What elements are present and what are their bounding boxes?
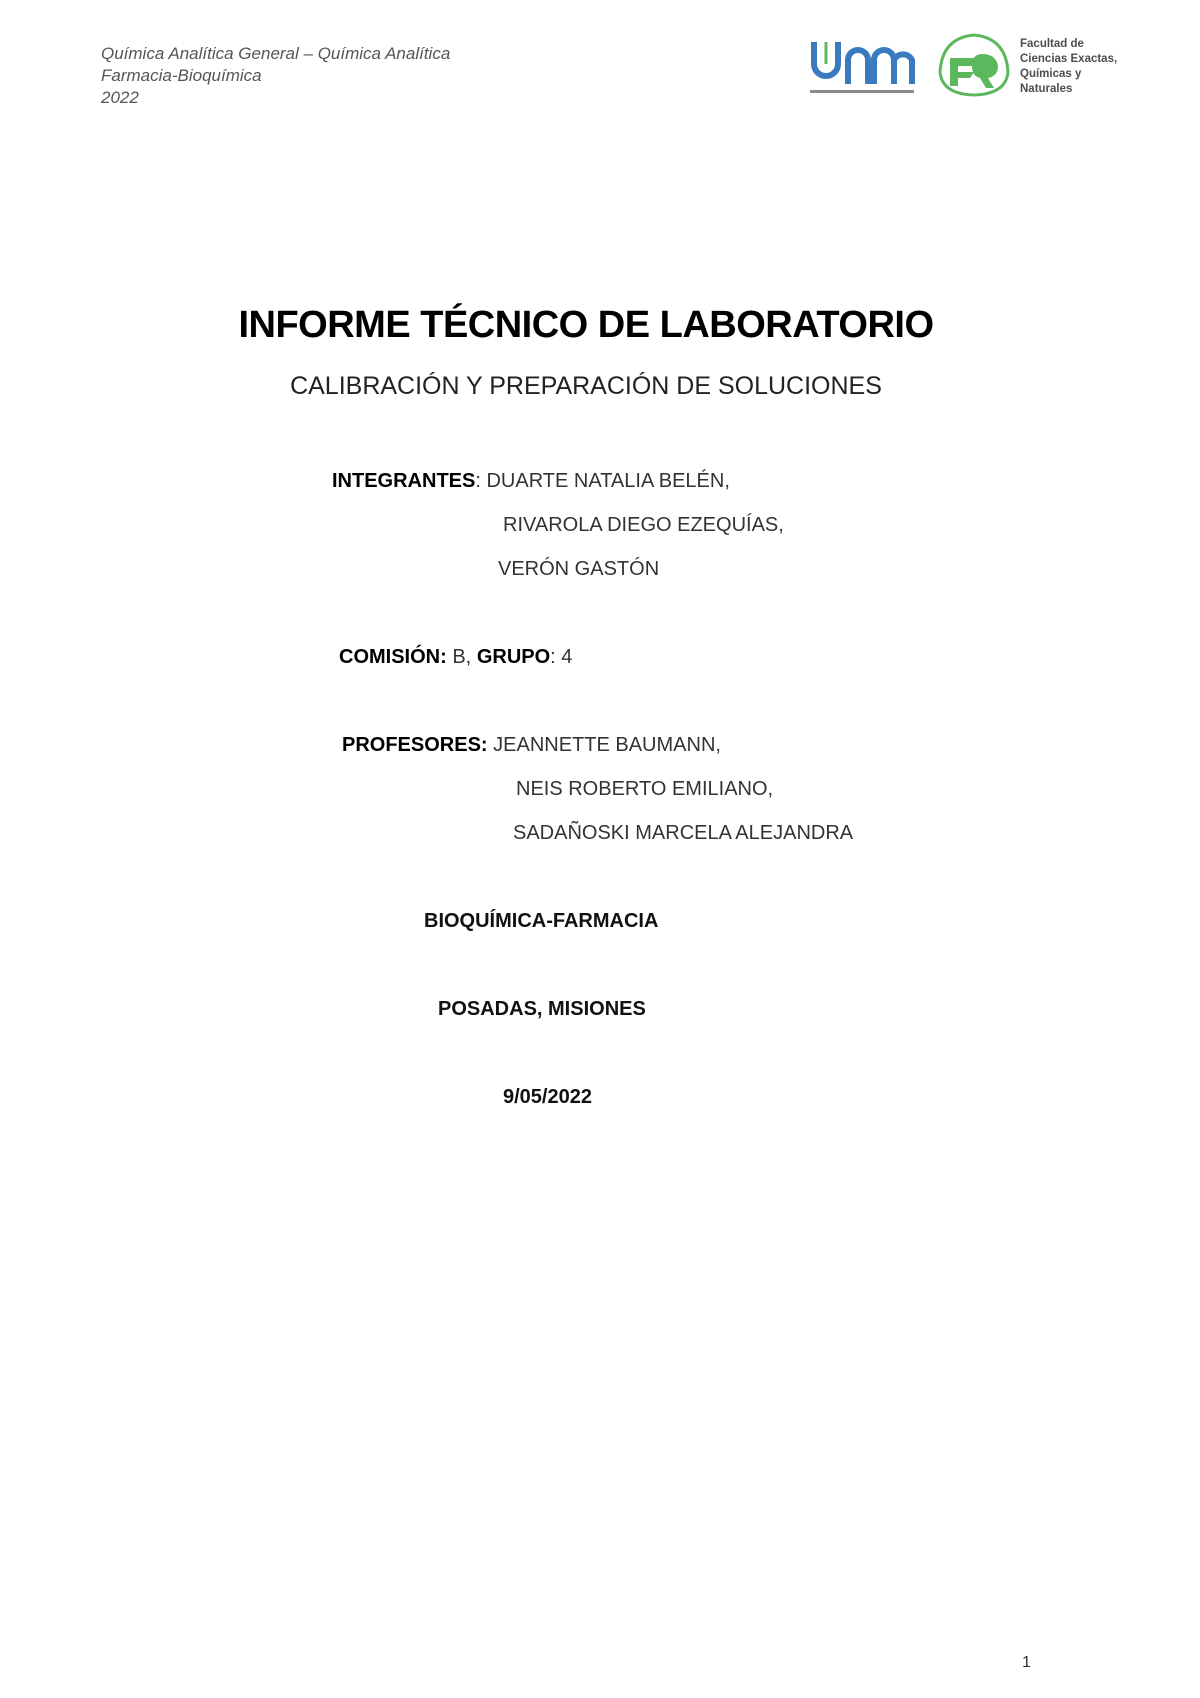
header-career-line: Farmacia-Bioquímica (101, 66, 262, 85)
comision-row: COMISIÓN: B, GRUPO: 4 (339, 646, 573, 668)
header-year-line: 2022 (101, 88, 139, 107)
profesores-label: PROFESORES: (342, 734, 488, 756)
member-name: VERÓN GASTÓN (498, 558, 660, 580)
professor-name: SADAÑOSKI MARCELA ALEJANDRA (513, 822, 854, 844)
profesores-row (342, 734, 721, 757)
grupo-label: GRUPO (476, 646, 551, 668)
page-number: 1 (1022, 1654, 1031, 1671)
faculty-name (1020, 37, 1140, 97)
career-label: BIOQUÍMICA-FARMACIA (424, 910, 659, 932)
fceqyn-logo (936, 32, 1012, 98)
report-subtitle: CALIBRACIÓN Y PREPARACIÓN DE SOLUCIONES (290, 372, 882, 400)
faculty-name-line: Naturales (1020, 83, 1073, 95)
header-course-line: Química Analítica General – Química Analítica (101, 44, 451, 63)
faculty-name-line: Ciencias Exactas, (1020, 53, 1118, 65)
integrantes-label: INTEGRANTES (332, 470, 476, 492)
integrantes-row: INTEGRANTES: DUARTE NATALIA BELÉN, (332, 470, 730, 492)
report-title: INFORME TÉCNICO DE LABORATORIO (238, 304, 934, 346)
professor-name: NEIS ROBERTO EMILIANO, (516, 778, 774, 800)
comision-value: B, (452, 646, 472, 668)
member-name: DUARTE NATALIA BELÉN, (486, 470, 730, 492)
professor-name: JEANNETTE BAUMANN, (493, 734, 721, 756)
location-label: POSADAS, MISIONES (438, 998, 646, 1020)
date-label: 9/05/2022 (503, 1086, 592, 1108)
unam-logo (808, 38, 916, 96)
faculty-name-line: Químicas y (1020, 68, 1082, 80)
faculty-name-line: Facultad de (1020, 38, 1084, 50)
grupo-value: 4 (561, 646, 573, 668)
member-name: RIVAROLA DIEGO EZEQUÍAS, (503, 514, 784, 536)
comision-label: COMISIÓN: (339, 646, 447, 668)
